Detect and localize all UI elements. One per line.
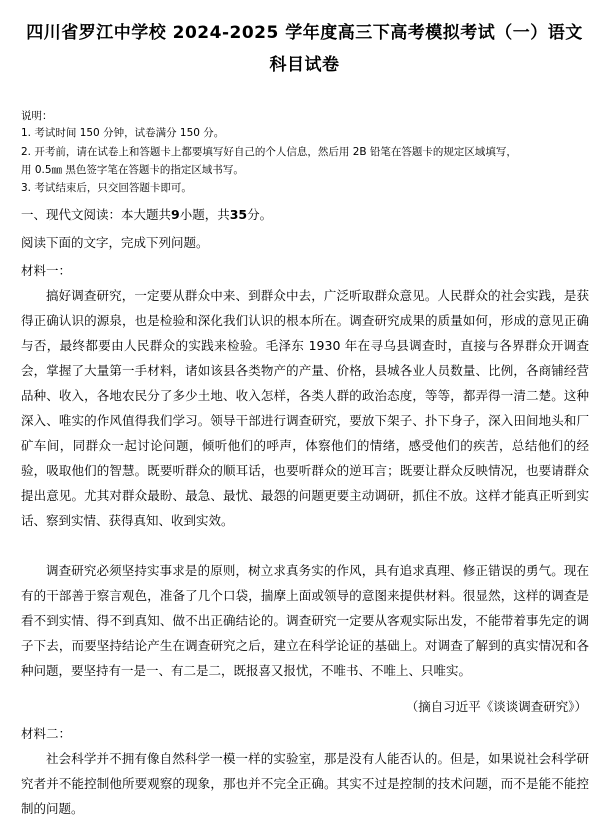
reading-instruction: 阅读下面的文字，完成下列问题。	[21, 235, 209, 250]
material1-source: （摘自习近平《谈谈调查研究》）	[405, 699, 587, 714]
note-item: 1. 考试时间 150 分钟，试卷满分 150 分。	[21, 127, 225, 139]
material1-paragraph: 调查研究必须坚持实事求是的原则，树立求真务实的作风，具有追求真理、修正错误的勇气。现在有的干部善于察言观色，准备了几个口袋，揣摩上面或领导的意图来提供材料。很显然，这样的调查是看不到实情、得不到真知、做不出正确结论的。调查研究一定要从客观实际出发，不能带着事先定的调子下去，而要坚持结论产生在调查研究之后，建立在科学论证的基础上。对调查了解到的真实情况和各种问题，要坚持有一是一、有二是二，既报喜又报忧，不唯书、不唯上、只唯实。	[21, 563, 589, 678]
question-count: 9	[171, 207, 180, 222]
exam-title-line2: 科目试卷	[269, 55, 340, 75]
section-score: 35	[229, 207, 248, 222]
material1-label: 材料一：	[21, 263, 72, 278]
note-item: 用 0.5㎜ 黑色签字笔在答题卡的指定区域书写。	[21, 164, 244, 176]
material1-paragraph: 搞好调查研究，一定要从群众中来、到群众中去，广泛听取群众意见。人民群众的社会实践，是获得正确认识的源泉，也是检验和深化我们认识的根本所在。调查研究成果的质量如何，形成的意见正确与否，最终都要由人民群众的实践来检验。毛泽东 1930 年在寻乌县调查时，直接与各界群众开调查会，掌握了大量第一手材料，诸如该县各类物产的产量、价格，县城各业人员数量、比例，各商铺经营品种、收入，各地农民分了多少土地、收入怎样，各类人群的政治态度，等等，都弄得一清二楚。这种深入、唯实的作风值得我们学习。领导干部进行调查研究，要放下架子、扑下身子，深入田间地头和厂矿车间，同群众一起讨论问题，倾听他们的呼声，体察他们的情绪，感受他们的疾苦，总结他们的经验，吸取他们的智慧。既要听群众的顺耳话，也要听群众的逆耳言；既要让群众反映情况，也要请群众提出意见。尤其对群众最盼、最急、最忧、最怨的问题更要主动调研，抓住不放。这样才能真正听到实话、察到实情、获得真知、收到实效。	[21, 288, 589, 528]
section-heading: 一、现代文阅读：本大题共9小题，共35分。	[21, 207, 273, 222]
material2-label: 材料二：	[21, 726, 72, 741]
exam-title-line1: 四川省罗江中学校 2024-2025 学年度高三下高考模拟考试（一）语文	[26, 23, 583, 43]
note-item: 2. 开考前，请在试卷上和答题卡上都要填写好自己的个人信息，然后用 2B 铅笔在答题卡的规定区域填写，	[21, 146, 517, 158]
note-item: 3. 考试结束后，只交回答题卡即可。	[21, 182, 192, 194]
material2-paragraph: 社会科学并不拥有像自然科学一模一样的实验室，那是没有人能否认的。但是，如果说社会科学研究者并不能控制他所要观察的现象，那也并不完全正确。其实不过是控制的技术问题，而不是能不能控制的问题。	[21, 751, 589, 816]
notes-heading: 说明：	[21, 110, 53, 122]
